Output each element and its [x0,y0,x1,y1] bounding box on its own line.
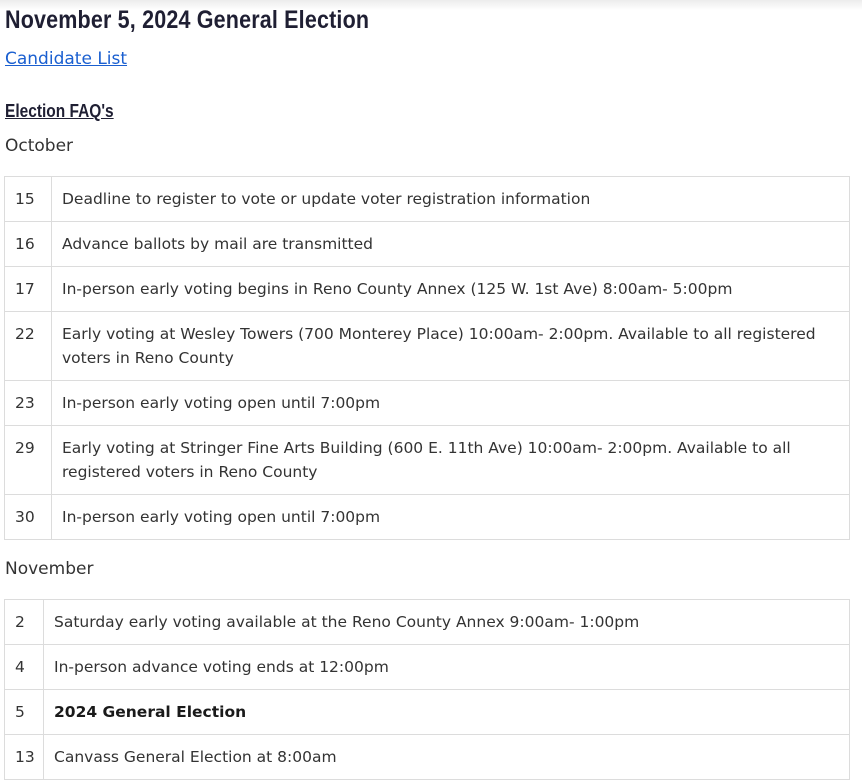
table-row [5,426,850,495]
event-cell: Canvass General Election at 8:00am [44,735,850,780]
event-cell-election-day: 2024 General Election [44,690,850,735]
day-cell: 16 [5,222,52,267]
event-cell: Deadline to register to vote or update voter registration information [52,177,850,222]
month-heading-october: October [5,136,74,156]
event-cell: Early voting at Wesley Towers (700 Monterey Place) 10:00am- 2:00pm. Available to all registered voters in Reno County [52,312,850,381]
day-cell: 15 [5,177,52,222]
table-row [5,495,850,540]
event-cell: In-person early voting begins in Reno County Annex (125 W. 1st Ave) 8:00am- 5:00pm [52,267,850,312]
table-row [5,735,850,780]
day-cell: 4 [5,645,44,690]
day-cell: 29 [5,426,52,495]
day-cell: 2 [5,600,44,645]
october-schedule-table [4,176,850,540]
event-cell: Advance ballots by mail are transmitted [52,222,850,267]
table-row [5,690,850,735]
candidate-list-link[interactable]: Candidate List [5,49,128,69]
month-heading-november: November [5,559,94,579]
day-cell: 17 [5,267,52,312]
election-faq-link[interactable]: Election FAQ's [5,101,114,121]
table-row [5,381,850,426]
day-cell: 22 [5,312,52,381]
table-row [5,312,850,381]
day-cell: 23 [5,381,52,426]
event-cell: In-person early voting open until 7:00pm [52,495,850,540]
day-cell: 5 [5,690,44,735]
event-cell: In-person early voting open until 7:00pm [52,381,850,426]
event-cell: Saturday early voting available at the Reno County Annex 9:00am- 1:00pm [44,600,850,645]
table-row [5,645,850,690]
table-row [5,600,850,645]
day-cell: 30 [5,495,52,540]
table-row [5,222,850,267]
table-row [5,267,850,312]
page-title: November 5, 2024 General Election [5,6,370,34]
november-schedule-table [4,599,850,780]
event-cell: Early voting at Stringer Fine Arts Building (600 E. 11th Ave) 10:00am- 2:00pm. Available to all registered voters in Reno County [52,426,850,495]
table-row [5,177,850,222]
day-cell: 13 [5,735,44,780]
event-cell: In-person advance voting ends at 12:00pm [44,645,850,690]
